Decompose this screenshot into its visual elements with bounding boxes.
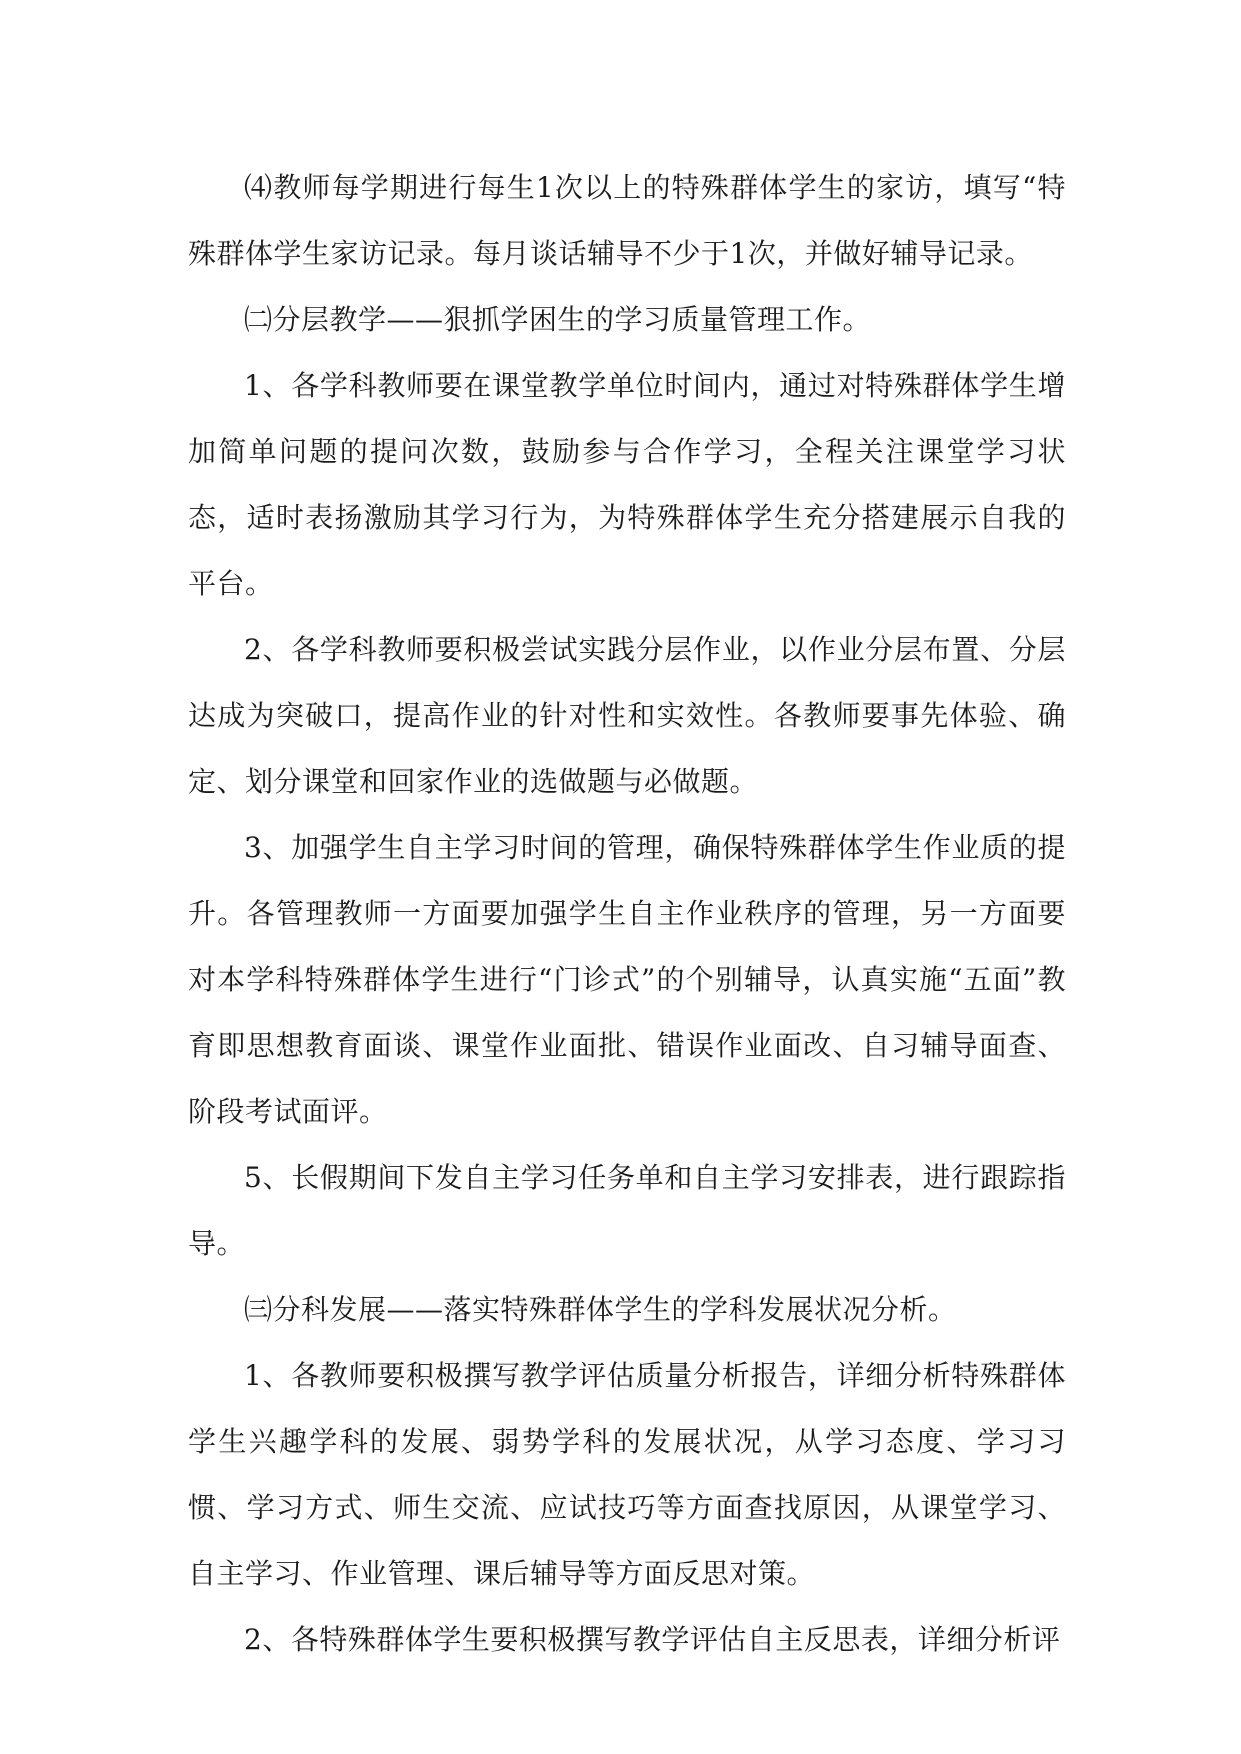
paragraph-quality-analysis: 1、各教师要积极撰写教学评估质量分析报告，详细分析特殊群体学生兴趣学科的发展、弱势学科的发展状况，从学习态度、学习习惯、学习方式、师生交流、应试技巧等方面查找原因，从课堂学习、自主学习、作业管理、课后辅导等方面反思对策。 [188, 1359, 1066, 1590]
paragraph-holiday-tasks: 5、长假期间下发自主学习任务单和自主学习安排表，进行跟踪指导。 [188, 1161, 1066, 1260]
paragraph-home-visit: ⑷教师每学期进行每生1次以上的特殊群体学生的家访，填写“特殊群体学生家访记录。每月谈话辅导不少于1次，并做好辅导记录。 [188, 171, 1066, 270]
document-body [188, 155, 1066, 1673]
heading-layered-teaching: ㈡分层教学——狠抓学困生的学习质量管理工作。 [244, 303, 872, 336]
paragraph-classroom-questions: 1、各学科教师要在课堂教学单位时间内，通过对特殊群体学生增加简单问题的提问次数，鼓励参与合作学习，全程关注课堂学习状态，适时表扬激励其学习行为，为特殊群体学生充分搭建展示自我的平台。 [188, 369, 1066, 600]
paragraph-layered-homework: 2、各学科教师要积极尝试实践分层作业，以作业分层布置、分层达成为突破口，提高作业的针对性和实效性。各教师要事先体验、确定、划分课堂和回家作业的选做题与必做题。 [188, 633, 1066, 798]
heading-subject-development: ㈢分科发展——落实特殊群体学生的学科发展状况分析。 [244, 1293, 957, 1326]
paragraph-self-study-management: 3、加强学生自主学习时间的管理，确保特殊群体学生作业质的提升。各管理教师一方面要加强学生自主作业秩序的管理，另一方面要对本学科特殊群体学生进行“门诊式”的个别辅导，认真实施“五面”教育即思想教育面谈、课堂作业面批、错误作业面改、自习辅导面查、阶段考试面评。 [188, 831, 1066, 1128]
paragraph-self-reflection: 2、各特殊群体学生要积极撰写教学评估自主反思表，详细分析评 [244, 1623, 1061, 1656]
